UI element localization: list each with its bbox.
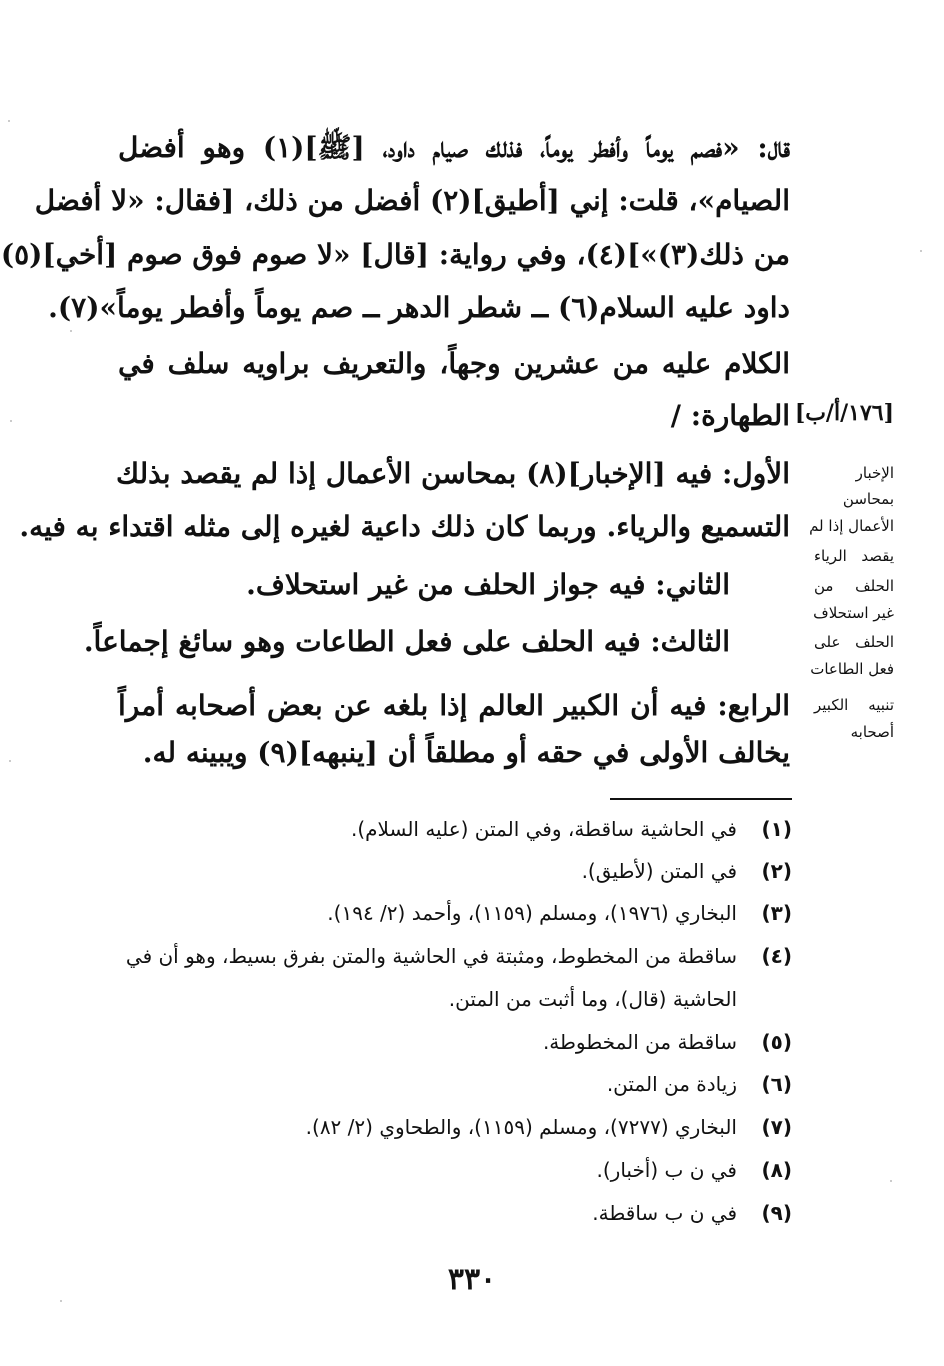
body-line-1: قال: «فصم يوماً وأفطر يوماً، فذلك صيام داود، [ﷺ](١) وهو أفضل [118, 131, 790, 164]
scan-speck [10, 420, 12, 422]
footnote-9 [112, 1198, 792, 1228]
footnote-number: (٣) [761, 901, 792, 925]
footnote-number: (٢) [761, 859, 792, 883]
footnote-number: (١) [761, 817, 792, 841]
body-line-8: التسميع والرياء. وربما كان ذلك داعية لغيره إلى مثله اقتداء به فيه. [19, 510, 790, 543]
footnote-text: ساقطة من المخطوطة. [542, 1030, 737, 1054]
body-line-11: الرابع: فيه أن الكبير العالم إذا بلغه عن بعض أصحابه أمراً [118, 689, 790, 722]
body-line-7: الأول: فيه [الإخبار](٨) بمحاسن الأعمال إذا لم يقصد بذلك [115, 457, 790, 490]
footnote-4-continued [112, 984, 792, 1014]
side-note-3: الأعمال إذا لم [809, 517, 894, 535]
side-note-9: تنبيه الكبير [814, 696, 894, 714]
footnote-text: البخاري (٧٢٧٧)، ومسلم (١١٥٩)، والطحاوي (٢/ ٨٢). [305, 1115, 737, 1139]
side-note-2: بمحاسن [842, 490, 894, 508]
footnote-text: الحاشية (قال)، وما أثبت من المتن. [448, 987, 737, 1011]
footnote-5 [112, 1027, 792, 1057]
body-line-2: الصيام»، قلت: إني [أطيق](٢) أفضل من ذلك، [فقال: «لا أفضل [34, 184, 790, 217]
body-line-9: الثاني: فيه جواز الحلف من غير استحلاف. [246, 568, 730, 601]
page-number: ٣٣٠ [447, 1262, 497, 1297]
footnote-8 [112, 1155, 792, 1185]
footnote-number: (٨) [761, 1158, 792, 1182]
footnote-text: في الحاشية ساقطة، وفي المتن (عليه السلام). [351, 817, 737, 841]
side-note-8: فعل الطاعات [810, 660, 894, 678]
footnote-number: (٧) [761, 1115, 792, 1139]
footnote-text: ساقطة من المخطوط، ومثبتة في الحاشية والمتن بفرق بسيط، وهو أن في [125, 944, 737, 968]
side-note-4: يقصد الرياء [814, 547, 894, 565]
scan-speck [9, 760, 11, 762]
side-note-6: غير استحلاف [813, 604, 894, 622]
footnote-separator [610, 798, 792, 800]
footnote-3 [112, 898, 792, 928]
side-note-1: الإخبار [855, 464, 894, 482]
body-line-4: داود عليه السلام(٦) ــ شطر الدهر ــ صم يوماً وأفطر يوماً»(٧). [48, 291, 790, 324]
footnote-2 [112, 856, 792, 886]
scan-speck [60, 1300, 62, 1302]
scan-speck [70, 330, 72, 332]
footnote-text: زيادة من المتن. [606, 1072, 737, 1096]
side-note-7: الحلف على [814, 633, 894, 651]
footnote-6 [112, 1069, 792, 1099]
footnote-text: في ن ب (أخبار). [596, 1158, 737, 1182]
footnote-text: في ن ب ساقطة. [592, 1201, 737, 1225]
body-line-12: يخالف الأولى في حقه أو مطلقاً أن [ينبهه](٩) ويبينه له. [142, 736, 790, 769]
footnote-number: (٩) [761, 1201, 792, 1225]
body-line-10: الثالث: فيه الحلف على فعل الطاعات وهو سائغ إجماعاً. [83, 625, 730, 658]
body-line-6: الطهارة: / [670, 399, 790, 432]
footnote-number: (٥) [761, 1030, 792, 1054]
footnote-4 [112, 941, 792, 971]
footnote-text: البخاري (١٩٧٦)، ومسلم (١١٥٩)، وأحمد (٢/ ١٩٤). [327, 901, 737, 925]
scan-speck [920, 250, 922, 252]
footnote-1 [112, 814, 792, 844]
body-line-3: من ذلك(٣)»](٤)، وفي رواية: [قال] «لا صوم فوق صوم [أخي](٥) [0, 238, 790, 271]
manuscript-folio-marker: [١٧٦/أ/ب] [794, 400, 894, 426]
footnote-text: في المتن (لأطيق). [581, 859, 737, 883]
body-line-5: الكلام عليه من عشرين وجهاً، والتعريف براويه سلف في [118, 347, 790, 380]
footnote-number: (٦) [761, 1072, 792, 1096]
side-note-10: أصحابه [850, 723, 894, 741]
scan-speck [890, 1180, 892, 1182]
scan-speck [8, 120, 10, 122]
footnote-7 [112, 1112, 792, 1142]
footnote-number: (٤) [761, 944, 792, 968]
side-note-5: الحلف من [814, 577, 894, 595]
